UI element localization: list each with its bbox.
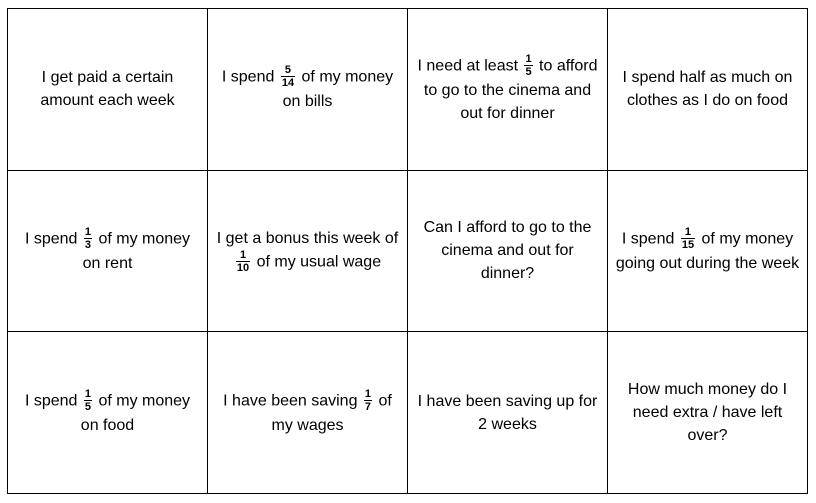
- card-cinema-need: [408, 9, 608, 171]
- fraction-numerator: 1: [364, 387, 372, 400]
- card-going-out: [608, 170, 808, 332]
- card-text-before: I have been saving: [223, 392, 362, 410]
- fraction: [236, 249, 250, 274]
- card-text-after: of my usual wage: [252, 253, 382, 271]
- card-paid-each-week: [8, 9, 208, 171]
- card-bills: [208, 9, 408, 171]
- fraction-denominator: 5: [84, 400, 92, 413]
- card-cinema-question: [408, 170, 608, 332]
- card-text: I get paid a certain amount each week: [40, 69, 175, 110]
- fraction-denominator: 3: [84, 238, 92, 251]
- card-text-before: I spend: [221, 69, 279, 87]
- card-saving-weeks: [408, 332, 608, 494]
- fraction-denominator: 7: [364, 400, 372, 413]
- card-text-after: to afford to go to the cinema and out for dinner: [423, 57, 598, 122]
- card-row: [8, 332, 808, 494]
- card-text: How much money do I need extra / have left over?: [627, 381, 788, 445]
- fraction: [84, 388, 92, 413]
- fraction: [281, 64, 295, 89]
- card-rent: [8, 170, 208, 332]
- card-row: [8, 170, 808, 332]
- fraction: [681, 226, 695, 251]
- card-text-before: I get a bonus this week of: [216, 229, 399, 247]
- card-saving-fraction: [208, 332, 408, 494]
- fraction-numerator: 1: [84, 387, 92, 400]
- card-text: Can I afford to go to the cinema and out for dinner?: [423, 219, 592, 283]
- card-food: [8, 332, 208, 494]
- fraction-denominator: 5: [525, 65, 532, 78]
- fraction-denominator: 10: [236, 261, 250, 274]
- card-text-after: of my money on bills: [282, 69, 394, 111]
- card-grid: [7, 8, 808, 494]
- fraction: [364, 388, 372, 413]
- card-text-after: of my money going out during the week: [615, 230, 800, 272]
- fraction: [84, 226, 92, 251]
- card-extra-or-left-over: [608, 332, 808, 494]
- fraction-numerator: 1: [84, 225, 92, 238]
- card-text-after: of my wages: [271, 392, 392, 434]
- card-text-before: I spend: [24, 230, 82, 248]
- card-text-before: I spend: [621, 230, 679, 248]
- card-clothes: [608, 9, 808, 171]
- fraction-numerator: 1: [525, 52, 532, 65]
- fraction: [524, 53, 532, 78]
- fraction-numerator: 5: [284, 64, 292, 77]
- card-text-before: I need at least: [417, 57, 523, 75]
- fraction-denominator: 15: [681, 238, 695, 251]
- fraction-numerator: 1: [684, 225, 692, 238]
- card-text: I have been saving up for 2 weeks: [417, 392, 598, 433]
- card-bonus: [208, 170, 408, 332]
- card-text-after: of my money on rent: [82, 230, 191, 272]
- card-text: I spend half as much on clothes as I do on food: [622, 69, 793, 110]
- fraction-numerator: 1: [239, 248, 247, 261]
- card-row: [8, 9, 808, 171]
- card-text-after: of my money on food: [80, 392, 191, 434]
- fraction-denominator: 14: [281, 77, 295, 90]
- card-text-before: I spend: [24, 392, 82, 410]
